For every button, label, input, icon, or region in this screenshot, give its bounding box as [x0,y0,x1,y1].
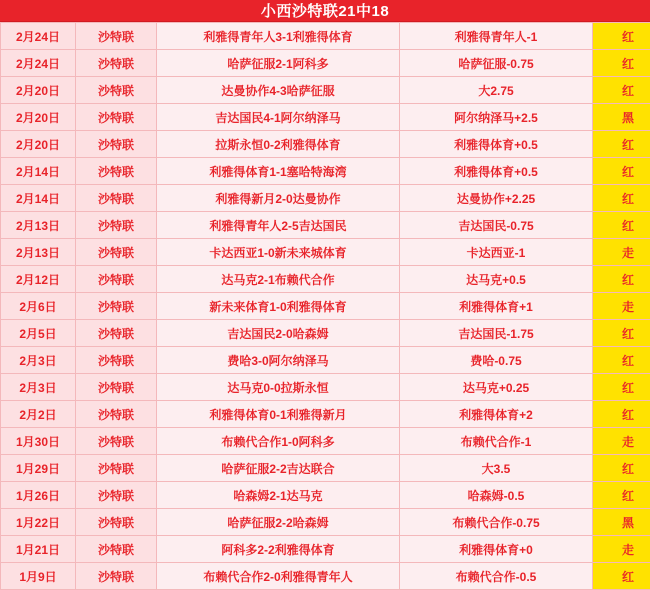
table-row [1,104,650,131]
cell-match: 利雅得体育1-1塞哈特海湾 [157,158,400,185]
cell-result: 红 [593,320,650,347]
cell-result: 红 [593,266,650,293]
table-row [1,482,650,509]
cell-league: 沙特联 [76,104,157,131]
cell-match: 利雅得体育0-1利雅得新月 [157,401,400,428]
cell-match: 哈萨征服2-2哈森姆 [157,509,400,536]
cell-date: 2月2日 [1,401,76,428]
cell-date: 2月12日 [1,266,76,293]
cell-result: 红 [593,158,650,185]
table-row [1,320,650,347]
cell-result: 红 [593,401,650,428]
cell-result: 红 [593,50,650,77]
cell-date: 2月24日 [1,23,76,50]
cell-pick: 布赖代合作-0.5 [400,563,593,590]
table-row [1,185,650,212]
cell-pick: 费哈-0.75 [400,347,593,374]
cell-date: 2月13日 [1,239,76,266]
cell-result: 红 [593,131,650,158]
table-row [1,131,650,158]
predictions-table [0,22,650,590]
cell-league: 沙特联 [76,509,157,536]
cell-result: 红 [593,185,650,212]
cell-league: 沙特联 [76,212,157,239]
cell-league: 沙特联 [76,401,157,428]
cell-match: 布赖代合作2-0利雅得青年人 [157,563,400,590]
table-row [1,401,650,428]
table-row [1,374,650,401]
cell-result: 黑 [593,509,650,536]
table-row [1,428,650,455]
cell-result: 红 [593,212,650,239]
cell-pick: 利雅得体育+0.5 [400,131,593,158]
cell-pick: 哈萨征服-0.75 [400,50,593,77]
cell-result: 红 [593,455,650,482]
cell-league: 沙特联 [76,374,157,401]
cell-date: 2月20日 [1,104,76,131]
cell-league: 沙特联 [76,77,157,104]
cell-date: 1月21日 [1,536,76,563]
cell-match: 拉斯永恒0-2利雅得体育 [157,131,400,158]
cell-date: 1月22日 [1,509,76,536]
cell-pick: 利雅得体育+0 [400,536,593,563]
cell-pick: 阿尔纳泽马+2.5 [400,104,593,131]
cell-match: 吉达国民4-1阿尔纳泽马 [157,104,400,131]
cell-date: 2月13日 [1,212,76,239]
cell-pick: 哈森姆-0.5 [400,482,593,509]
cell-result: 红 [593,77,650,104]
table-row [1,239,650,266]
table-row [1,563,650,590]
table-row [1,509,650,536]
cell-match: 阿科多2-2利雅得体育 [157,536,400,563]
cell-date: 2月6日 [1,293,76,320]
cell-result: 黑 [593,104,650,131]
cell-match: 达曼协作4-3哈萨征服 [157,77,400,104]
cell-date: 1月9日 [1,563,76,590]
cell-league: 沙特联 [76,185,157,212]
cell-date: 2月3日 [1,374,76,401]
cell-league: 沙特联 [76,131,157,158]
cell-match: 哈森姆2-1达马克 [157,482,400,509]
table-row [1,23,650,50]
table-row [1,455,650,482]
cell-date: 2月24日 [1,50,76,77]
cell-league: 沙特联 [76,266,157,293]
cell-match: 哈萨征服2-2吉达联合 [157,455,400,482]
cell-pick: 布赖代合作-1 [400,428,593,455]
cell-result: 红 [593,347,650,374]
cell-pick: 利雅得青年人-1 [400,23,593,50]
predictions-table-body [1,23,650,590]
table-row [1,293,650,320]
cell-pick: 达曼协作+2.25 [400,185,593,212]
cell-match: 利雅得青年人3-1利雅得体育 [157,23,400,50]
cell-match: 费哈3-0阿尔纳泽马 [157,347,400,374]
cell-league: 沙特联 [76,482,157,509]
table-row [1,50,650,77]
cell-pick: 利雅得体育+2 [400,401,593,428]
cell-pick: 达马克+0.5 [400,266,593,293]
cell-match: 吉达国民2-0哈森姆 [157,320,400,347]
cell-match: 卡达西亚1-0新未来城体育 [157,239,400,266]
cell-match: 新未来体育1-0利雅得体育 [157,293,400,320]
cell-match: 达马克0-0拉斯永恒 [157,374,400,401]
cell-pick: 卡达西亚-1 [400,239,593,266]
page-title: 小西沙特联21中18 [0,0,650,22]
cell-match: 利雅得青年人2-5吉达国民 [157,212,400,239]
cell-league: 沙特联 [76,158,157,185]
cell-match: 哈萨征服2-1阿科多 [157,50,400,77]
table-row [1,347,650,374]
cell-match: 达马克2-1布赖代合作 [157,266,400,293]
cell-league: 沙特联 [76,50,157,77]
cell-pick: 吉达国民-0.75 [400,212,593,239]
cell-league: 沙特联 [76,428,157,455]
cell-league: 沙特联 [76,320,157,347]
cell-pick: 大3.5 [400,455,593,482]
cell-league: 沙特联 [76,23,157,50]
table-row [1,77,650,104]
cell-pick: 利雅得体育+0.5 [400,158,593,185]
cell-date: 2月14日 [1,158,76,185]
cell-pick: 利雅得体育+1 [400,293,593,320]
cell-result: 红 [593,482,650,509]
cell-pick: 吉达国民-1.75 [400,320,593,347]
cell-league: 沙特联 [76,239,157,266]
cell-league: 沙特联 [76,455,157,482]
cell-result: 红 [593,23,650,50]
cell-date: 2月20日 [1,131,76,158]
cell-result: 走 [593,536,650,563]
cell-result: 红 [593,374,650,401]
cell-date: 1月29日 [1,455,76,482]
cell-result: 走 [593,293,650,320]
cell-date: 2月14日 [1,185,76,212]
cell-date: 2月5日 [1,320,76,347]
cell-pick: 布赖代合作-0.75 [400,509,593,536]
cell-league: 沙特联 [76,293,157,320]
cell-date: 2月3日 [1,347,76,374]
cell-date: 1月26日 [1,482,76,509]
table-row [1,536,650,563]
cell-league: 沙特联 [76,563,157,590]
cell-date: 1月30日 [1,428,76,455]
cell-league: 沙特联 [76,347,157,374]
cell-pick: 大2.75 [400,77,593,104]
cell-pick: 达马克+0.25 [400,374,593,401]
table-row [1,212,650,239]
cell-result: 红 [593,563,650,590]
cell-match: 利雅得新月2-0达曼协作 [157,185,400,212]
cell-match: 布赖代合作1-0阿科多 [157,428,400,455]
cell-result: 走 [593,428,650,455]
table-row [1,158,650,185]
cell-result: 走 [593,239,650,266]
cell-date: 2月20日 [1,77,76,104]
table-row [1,266,650,293]
cell-league: 沙特联 [76,536,157,563]
